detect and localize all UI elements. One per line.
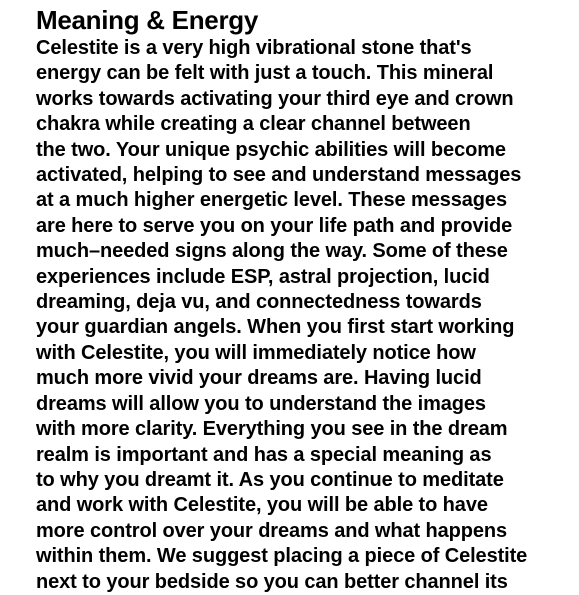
paragraph-line: at a much higher energetic level. These messages — [36, 189, 507, 212]
paragraph-line: your guardian angels. When you first start working — [36, 316, 515, 339]
paragraph-line: are here to serve you on your life path and provide — [36, 214, 513, 237]
section-heading: Meaning & Energy — [36, 5, 259, 35]
paragraph-line: much–needed signs along the way. Some of these — [36, 240, 508, 263]
paragraph-line: energy can be felt with just a touch. This mineral — [36, 62, 494, 85]
paragraph-line: with more clarity. Everything you see in the dream — [36, 418, 508, 441]
paragraph-line: chakra while creating a clear channel between — [36, 113, 471, 136]
paragraph-line: works towards activating your third eye and crown — [36, 87, 514, 110]
paragraph-line: the two. Your unique psychic abilities will become — [36, 138, 506, 161]
body-paragraph — [36, 36, 556, 595]
paragraph-line: and work with Celestite, you will be able to have — [36, 494, 488, 517]
paragraph-line: to why you dreamt it. As you continue to meditate — [36, 468, 504, 491]
paragraph-line: activated, helping to see and understand messages — [36, 164, 522, 187]
paragraph-line: within them. We suggest placing a piece of Celestite — [36, 545, 528, 568]
paragraph-line: next to your bedside so you can better channel its — [36, 570, 508, 593]
paragraph-line: dreams will allow you to understand the images — [36, 392, 486, 415]
paragraph-line: with Celestite, you will immediately notice how — [36, 341, 476, 364]
paragraph-line: realm is important and has a special meaning as — [36, 443, 492, 466]
paragraph-line: Celestite is a very high vibrational stone that's — [36, 37, 472, 59]
paragraph-line: experiences include ESP, astral projection, lucid — [36, 265, 490, 288]
paragraph-line: much more vivid your dreams are. Having lucid — [36, 367, 482, 390]
paragraph-line: dreaming, deja vu, and connectedness towards — [36, 291, 482, 314]
paragraph-line: more control over your dreams and what happens — [36, 519, 508, 542]
document-page — [36, 4, 556, 595]
